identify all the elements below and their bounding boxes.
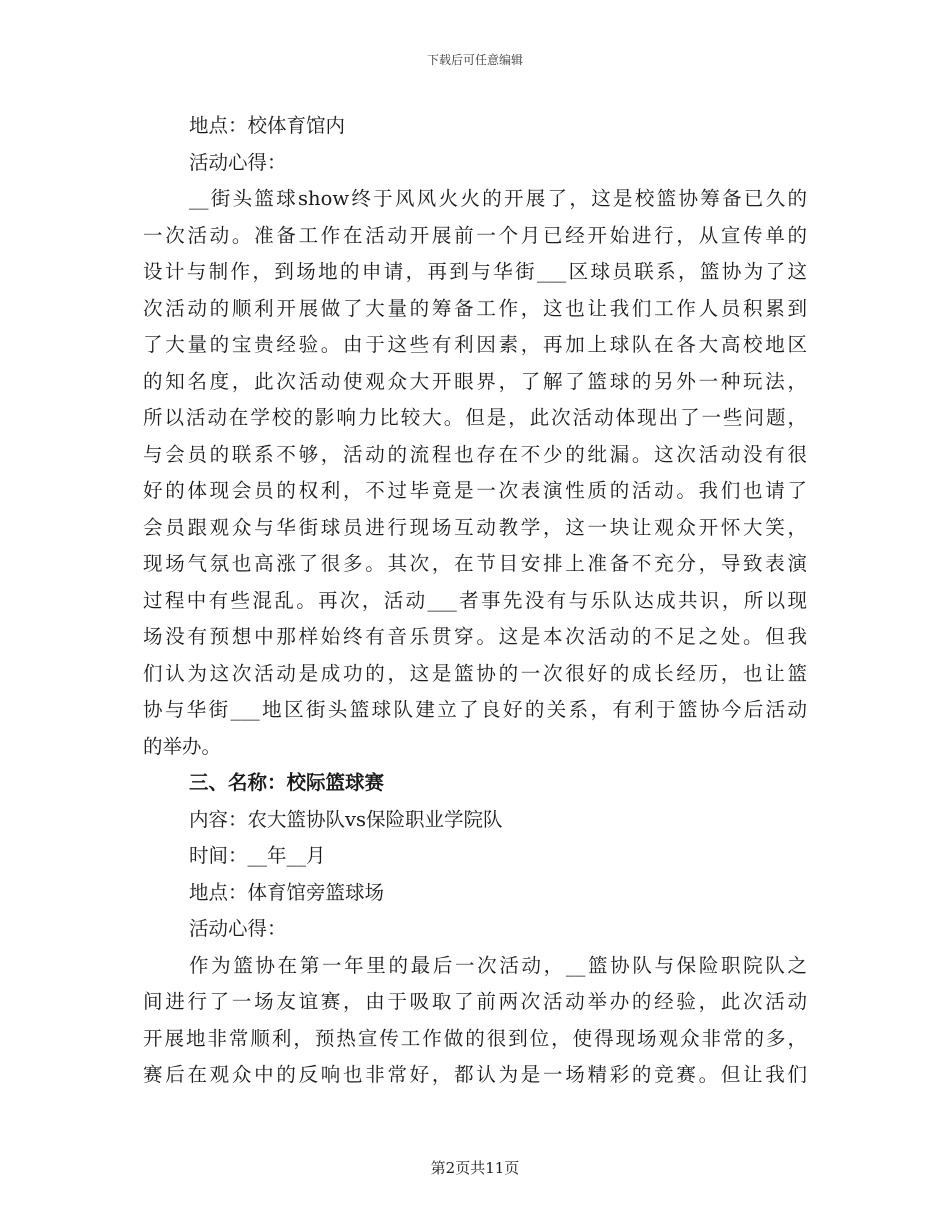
text-line: 协与华街___地区街头篮球队建立了良好的关系，有利于篮协今后活动 [143, 698, 807, 721]
text-line: 了大量的宝贵经验。由于这些有利因素，再加上球队在各大高校地区 [143, 333, 807, 356]
text-line: 地点：体育馆旁篮球场 [189, 880, 385, 904]
text-line: 作为篮协在第一年里的最后一次活动，__篮协队与保险职院队之 [189, 953, 807, 977]
text-line: 活动心得： [189, 150, 287, 174]
text-line: 的举办。 [143, 734, 222, 758]
text-line: 内容：农大篮协队vs保险职业学院队 [189, 807, 503, 831]
text-line: 活动心得： [189, 917, 287, 940]
text-line: 所以活动在学校的影响力比较大。但是，此次活动体现出了一些问题， [143, 406, 807, 429]
text-line: 间进行了一场友谊赛，由于吸取了前两次活动举办的经验，此次活动 [143, 990, 807, 1013]
page-header: 下载后可任意编辑 [426, 53, 523, 67]
text-line: 一次活动。准备工作在活动开展前一个月已经开始进行，从宣传单的 [143, 223, 807, 247]
text-line: 现场气氛也高涨了很多。其次，在节目安排上准备不充分，导致表演 [143, 552, 807, 575]
text-line: 开展地非常顺利，预热宣传工作做的很到位，使得现场观众非常的多， [143, 1026, 807, 1050]
text-line: 好的体现会员的权利，不过毕竟是一次表演性质的活动。我们也请了 [143, 479, 807, 502]
text-line: 会员跟观众与华街球员进行现场互动教学，这一块让观众开怀大笑， [143, 515, 807, 539]
section-heading: 三、名称：校际篮球赛 [189, 771, 385, 794]
text-line: __街头篮球show终于风风火火的开展了，这是校篮协筹备已久的 [189, 187, 807, 210]
text-line: 场没有预想中那样始终有音乐贯穿。这是本次活动的不足之处。但我 [143, 625, 807, 648]
text-line: 时间：__年__月 [189, 844, 326, 867]
text-line: 次活动的顺利开展做了大量的筹备工作，这也让我们工作人员积累到 [143, 296, 807, 320]
text-line: 与会员的联系不够，活动的流程也存在不少的纰漏。这次活动没有很 [143, 442, 807, 466]
text-line: 们认为这次活动是成功的，这是篮协的一次很好的成长经历，也让篮 [143, 661, 807, 685]
text-line: 地点：校体育馆内 [189, 114, 346, 137]
text-line: 的知名度，此次活动使观众大开眼界，了解了篮球的另外一种玩法， [143, 369, 807, 393]
text-line: 赛后在观众中的反响也非常好，都认为是一场精彩的竞赛。但让我们 [143, 1063, 807, 1086]
text-line: 过程中有些混乱。再次，活动___者事先没有与乐队达成共识，所以现 [143, 588, 807, 612]
document-body [143, 108, 807, 1094]
page-number-footer: 第2页共11页 [430, 1159, 520, 1177]
text-line: 设计与制作，到场地的申请，再到与华街___区球员联系，篮协为了这 [143, 260, 807, 283]
